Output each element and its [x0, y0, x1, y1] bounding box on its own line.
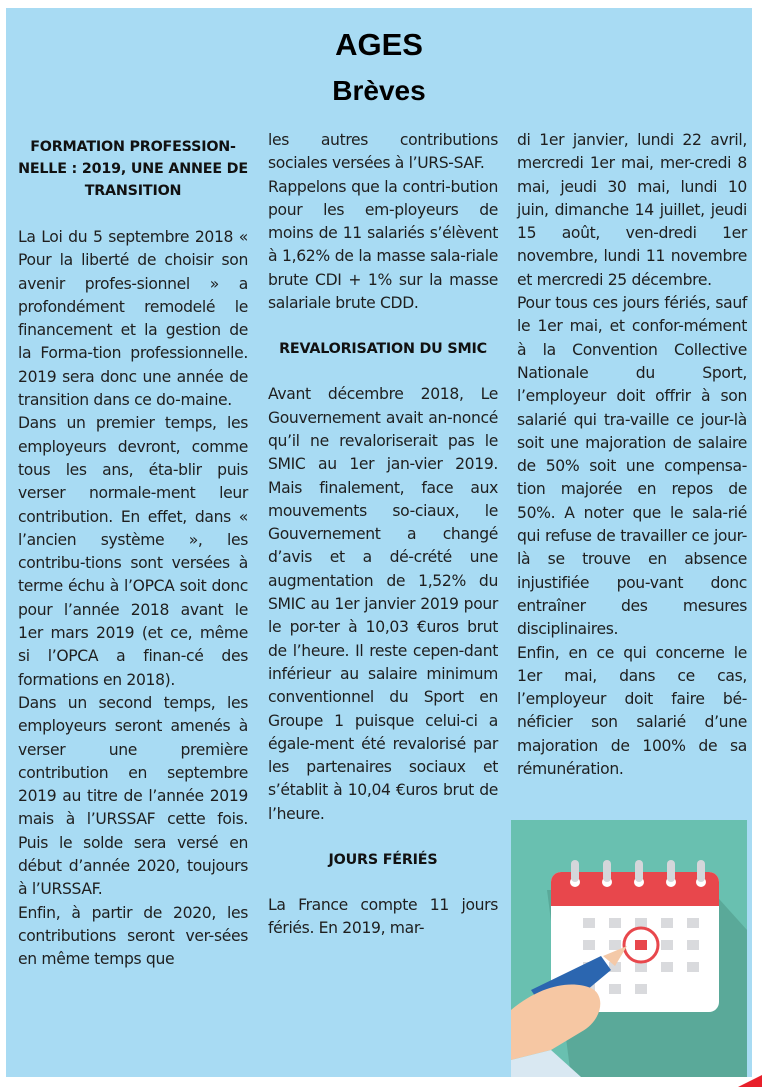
- column-3: [517, 129, 747, 781]
- paragraph: La Loi du 5 septembre 2018 « Pour la liberté de choisir son avenir profes-sionnel » a profondément remodelé le financement et la gestion de la Forma-tion professionnelle. 2019 sera donc une année de transition dans ce do-maine.: [18, 228, 248, 410]
- heading-jours-feries: JOURS FÉRIÉS: [328, 852, 438, 869]
- calendar-illustration: [511, 820, 747, 1077]
- paragraph: Dans un premier temps, les employeurs devront, comme tous les ans, éta-blir puis verser normale-ment leur contribution. En effet, dans « l’ancien système », les contribu-tions sont versées à terme échu à l’OPCA soit donc pour l’année 2018 avant le 1er mars 2019 (et ce, même si l’OPCA a finan-cé des formations en 2018).: [18, 414, 248, 689]
- page-corner-accent: [738, 1075, 762, 1087]
- paragraph: Avant décembre 2018, Le Gouvernement avait an-noncé qu’il ne revaloriserait pas le SMIC au 1er jan-vier 2019. Mais finalement, face aux mouvements so-ciaux, le Gouvernement a changé d’avis et a dé-crété une augmentation de 1,52% du SMIC au 1er janvier 2019 pour le por-ter à 10,03 €uros brut de l’heure. Il reste cepen-dant inférieur au salaire minimum conventionnel du Sport en Groupe 1 puisque celui-ci a égale-ment été revalorisé par les partenaires sociaux et s’établit à 10,04 €uros brut de l’heure.: [268, 385, 498, 823]
- paragraph: Dans un second temps, les employeurs seront amenés à verser une première contribution en septembre 2019 au titre de l’année 2019 mais à l’URSSAF cette fois. Puis le solde sera versé en début d’année 2020, toujours à l’URSSAF.: [18, 693, 248, 899]
- paragraph: Pour tous ces jours fériés, sauf le 1er mai, et confor-mément à la Convention Collective Nationale du Sport, l’employeur doit offrir à son salarié qui tra-vaille ce jour-là soit une majoration de salaire de 50% soit une compensa-tion majorée en repos de 50%. A noter que le sala-rié qui refuse de travailler ce jour-là se trouve en absence injustifiée pou-vant donc entraîner des mesures disciplinaires.: [517, 294, 747, 639]
- heading-formation: FORMATION PROFESSION-NELLE : 2019, UNE ANNEE DE TRANSITION: [18, 139, 248, 199]
- paragraph: di 1er janvier, lundi 22 avril, mercredi 1er mai, mer-credi 8 mai, jeudi 30 mai, lundi 10 juin, dimanche 14 juillet, jeudi 15 août, ven-dredi 1er novembre, lundi 11 novembre et mercredi 25 décembre.: [517, 131, 747, 289]
- calendar-icon: [511, 820, 747, 1077]
- column-2: [268, 129, 498, 941]
- paragraph: La France compte 11 jours fériés. En 2019, mar-: [268, 896, 498, 938]
- paragraph: Rappelons que la contri-bution pour les em-ployeurs de moins de 11 salariés s’élèvent à 1,62% de la masse sala-riale brute CDI + 1% sur la masse salariale brute CDD.: [268, 177, 498, 313]
- heading-smic: REVALORISATION DU SMIC: [279, 341, 487, 358]
- page-subtitle: Brèves: [332, 75, 426, 106]
- paragraph: Enfin, à partir de 2020, les contributions seront ver-sées en même temps que: [18, 903, 248, 969]
- page-title: AGES: [335, 27, 423, 62]
- paragraph: Enfin, en ce qui concerne le 1er mai, dans ce cas, l’employeur doit faire bé-néficier son salarié d’une majoration de 100% de sa rémunération.: [517, 643, 747, 779]
- paragraph: les autres contributions sociales versées à l’URS-SAF.: [268, 131, 498, 173]
- column-1: [18, 136, 248, 972]
